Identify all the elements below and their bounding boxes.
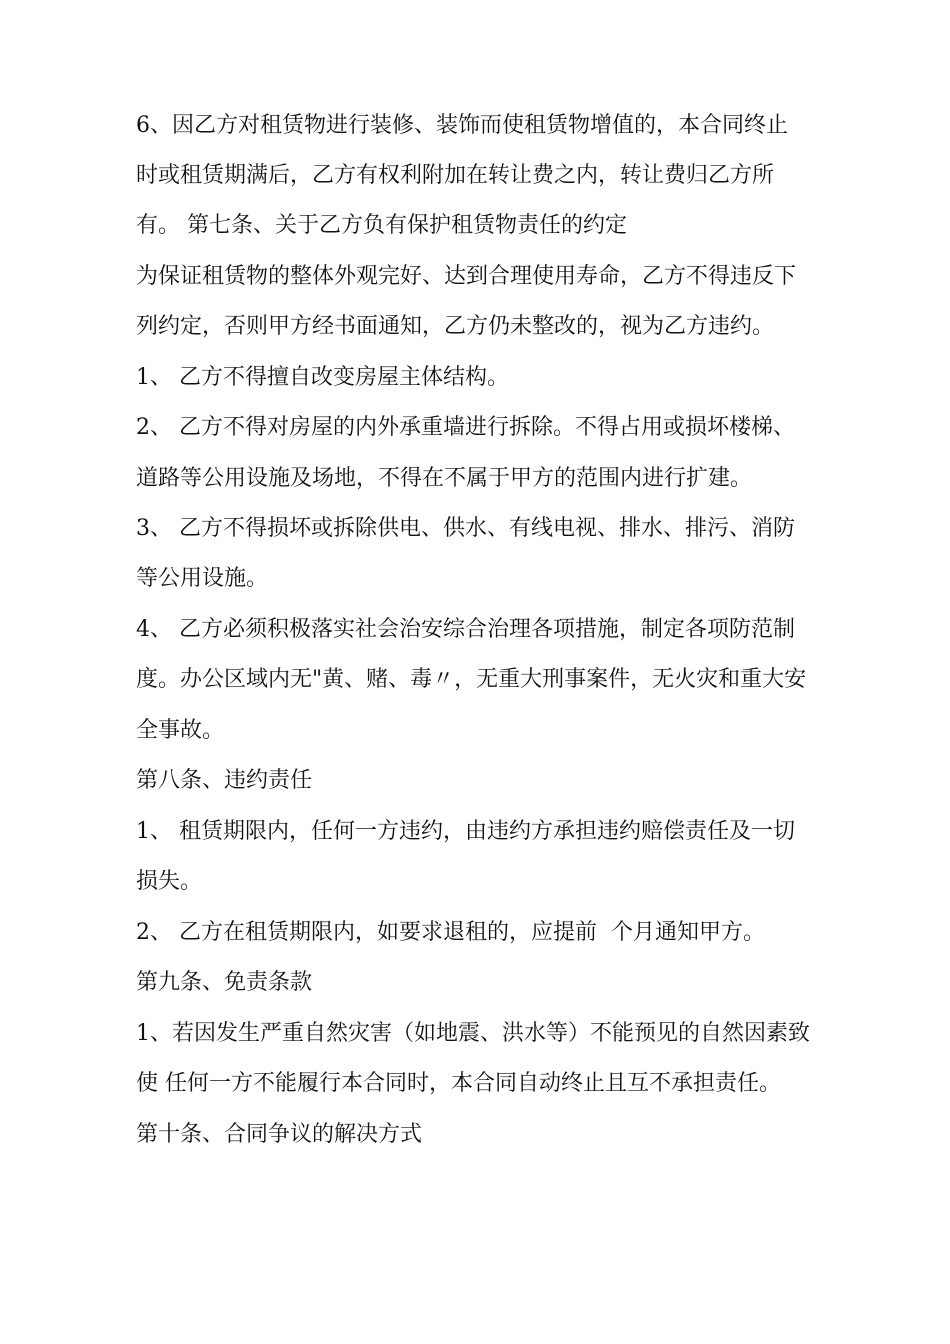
section-heading: 第十条、合同争议的解决方式	[136, 1122, 423, 1147]
text-line: 时或租赁期满后，乙方有权利附加在转让费之内，转让费归乙方所	[136, 163, 775, 188]
text-line: 1、 租赁期限内，任何一方违约，由违约方承担违约赔偿责任及一切	[136, 819, 795, 844]
text-line: 2、 乙方不得对房屋的内外承重墙进行拆除。不得占用或损坏楼梯、	[136, 415, 795, 440]
text-line: 3、 乙方不得损坏或拆除供电、供水、有线电视、排水、排污、消防	[136, 516, 795, 541]
text-line: 等公用设施。	[136, 566, 269, 591]
text-line: 1、 乙方不得擅自改变房屋主体结构。	[136, 365, 509, 390]
text-line: 2、 乙方在租赁期限内，如要求退租的，应提前 个月通知甲方。	[136, 920, 765, 945]
text-line: 度。办公区域内无"黄、赌、毒〃，无重大刑事案件，无火灾和重大安	[136, 667, 807, 692]
text-line: 4、 乙方必须积极落实社会治安综合治理各项措施，制定各项防范制	[136, 617, 795, 642]
text-line: 道路等公用设施及场地，不得在不属于甲方的范围内进行扩建。	[136, 466, 753, 491]
text-line: 1、若因发生严重自然灾害（如地震、洪水等）不能预见的自然因素致	[136, 1021, 810, 1046]
text-line: 损失。	[136, 869, 203, 894]
section-heading: 第八条、违约责任	[136, 768, 313, 793]
text-line: 使 任何一方不能履行本合同时，本合同自动终止且互不承担责任。	[136, 1071, 781, 1096]
section-heading: 第九条、免责条款	[136, 970, 313, 995]
text-line: 全事故。	[136, 718, 225, 743]
text-line: 6、因乙方对租赁物进行装修、装饰而使租赁物增值的，本合同终止	[136, 113, 788, 138]
text-line: 列约定，否则甲方经书面通知，乙方仍未整改的，视为乙方违约。	[136, 314, 775, 339]
text-line: 有。 第七条、关于乙方负有保护租赁物责任的约定	[136, 213, 627, 238]
text-line: 为保证租赁物的整体外观完好、达到合理使用寿命，乙方不得违反下	[136, 264, 797, 289]
